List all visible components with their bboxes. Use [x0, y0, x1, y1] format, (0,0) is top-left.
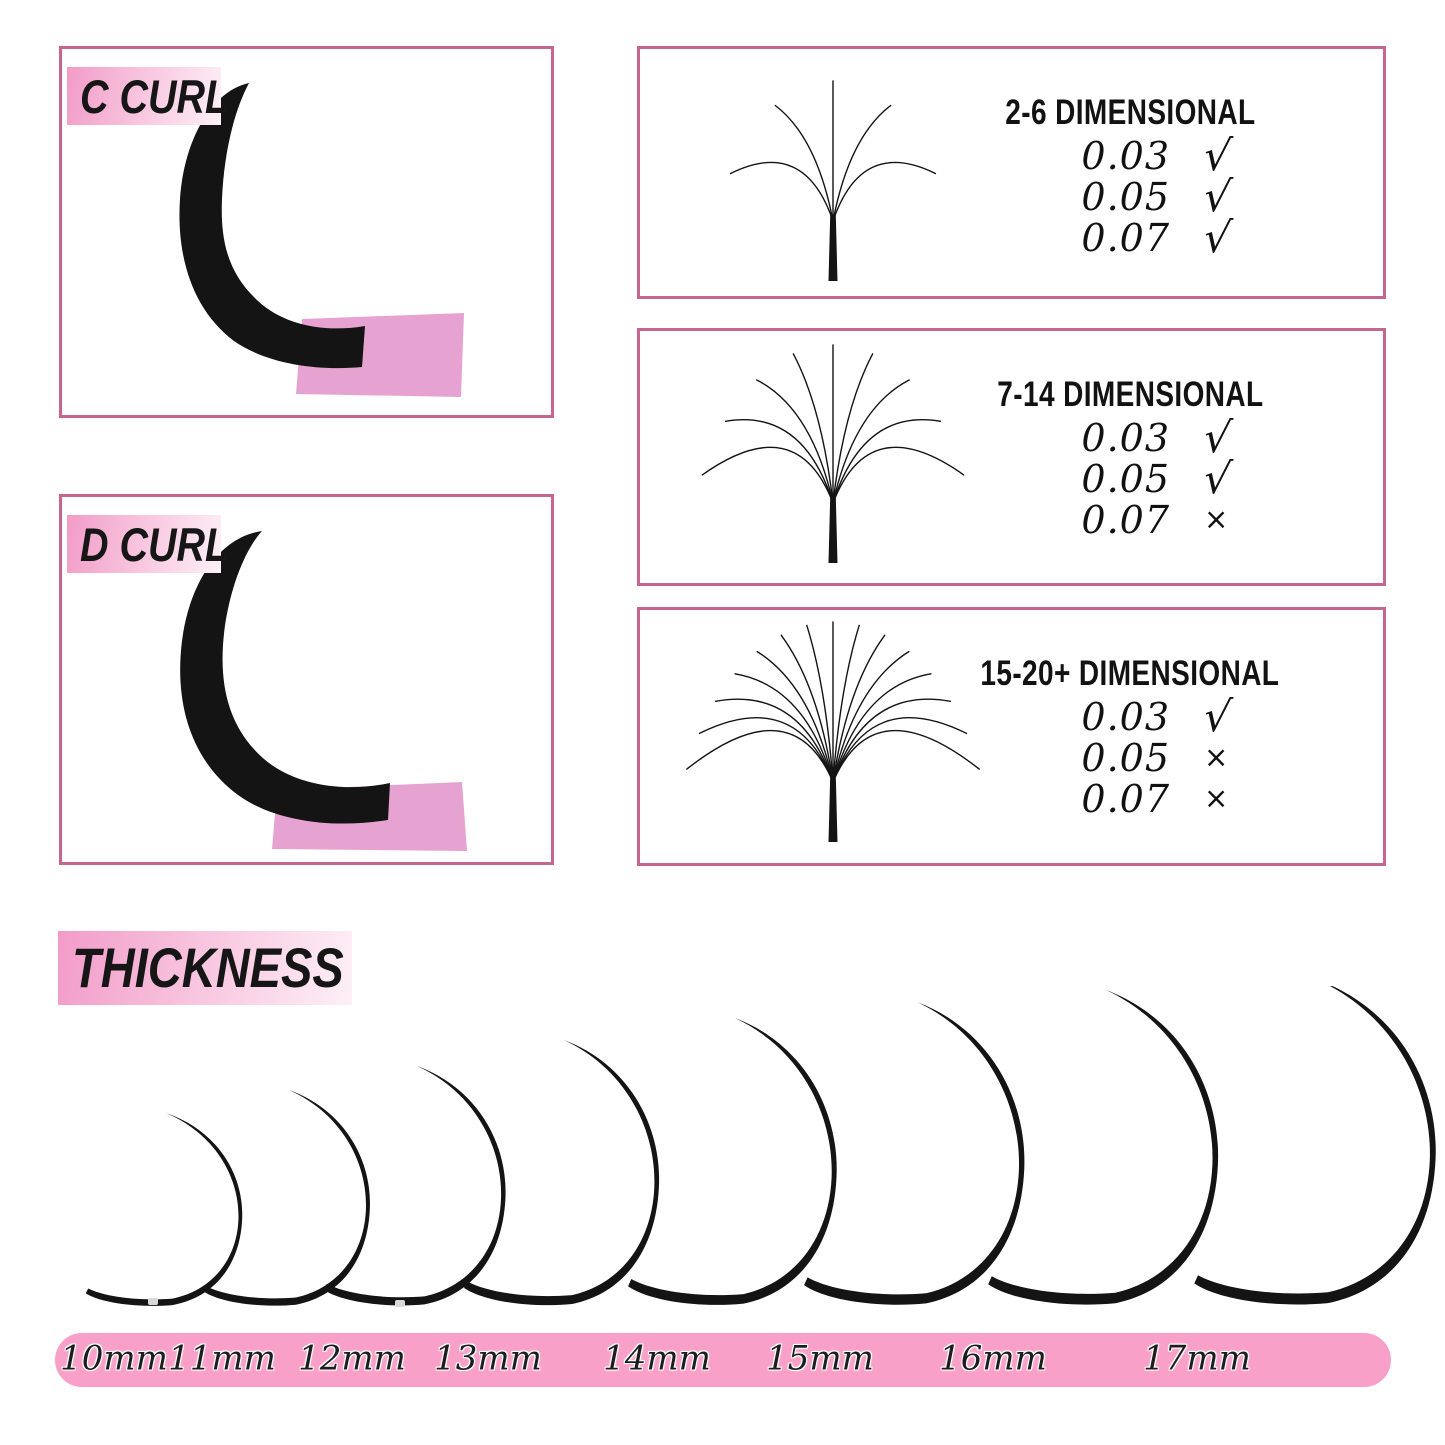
dimension-card-1: [637, 46, 1386, 299]
length-curve-17mm: [1194, 986, 1435, 1305]
d-curl-label-chip: [67, 515, 230, 573]
lash-fan-image: [658, 51, 1018, 295]
thickness-label: THICKNESS: [72, 936, 344, 999]
length-curve-14mm: [628, 1018, 837, 1305]
compatibility-row: [1048, 453, 1235, 503]
compatibility-row: [1048, 737, 1231, 778]
lash-fan-image: [658, 612, 1018, 856]
thickness-compatibility-list: [1048, 691, 1235, 821]
length-curve-13mm: [464, 1040, 659, 1305]
check-mark-icon: √: [1200, 171, 1235, 221]
thickness-value: 0.03: [1081, 415, 1170, 460]
size-label-14mm: 14mm: [603, 1338, 711, 1379]
c-curl-label-chip: [67, 67, 230, 125]
lash-fan-image: [658, 333, 1018, 577]
thickness-value: 0.03: [1081, 694, 1170, 739]
dimension-card-title: 15-20+ DIMENSIONAL: [980, 654, 1280, 693]
d-curl-label: D CURL: [80, 517, 230, 571]
thickness-compatibility-list: [1048, 412, 1235, 542]
cross-mark-icon: ×: [1204, 740, 1229, 774]
size-label-15mm: 15mm: [766, 1338, 874, 1379]
d-curl-lash-stroke: [180, 531, 390, 824]
thickness-value: 0.07: [1081, 776, 1170, 821]
size-label-10mm: 10mm: [60, 1338, 168, 1379]
size-label-17mm: 17mm: [1143, 1338, 1251, 1379]
length-curve-11mm: [204, 1090, 370, 1306]
dimension-card-title: 7-14 DIMENSIONAL: [996, 375, 1264, 414]
compatibility-row: [1048, 171, 1235, 221]
thickness-value: 0.05: [1081, 174, 1170, 219]
cross-mark-icon: ×: [1204, 781, 1229, 815]
compatibility-row: [1048, 130, 1235, 180]
check-mark-icon: √: [1200, 212, 1235, 262]
compatibility-row: [1048, 778, 1231, 819]
check-mark-icon: √: [1200, 691, 1235, 741]
length-curve-12mm: [324, 1066, 506, 1305]
thickness-value: 0.03: [1081, 133, 1170, 178]
size-label-13mm: 13mm: [434, 1338, 542, 1379]
dimension-card-2: [637, 328, 1386, 586]
d-curl-card: [59, 494, 554, 865]
c-curl-label: C CURL: [80, 69, 230, 123]
check-mark-icon: √: [1200, 453, 1235, 503]
compatibility-row: [1048, 412, 1235, 462]
dimension-card-title: 2-6 DIMENSIONAL: [1004, 93, 1256, 132]
size-label-12mm: 12mm: [298, 1338, 406, 1379]
thickness-value: 0.05: [1081, 735, 1170, 780]
length-curve-15mm: [804, 1002, 1024, 1305]
thickness-value: 0.05: [1081, 456, 1170, 501]
lash-length-curves-image: [55, 986, 1445, 1326]
length-bar: [55, 1333, 1391, 1387]
size-label-11mm: 11mm: [168, 1338, 276, 1379]
thickness-value: 0.07: [1081, 215, 1170, 260]
thickness-value: 0.07: [1081, 497, 1170, 542]
size-label-16mm: 16mm: [939, 1338, 1047, 1379]
check-mark-icon: √: [1200, 130, 1235, 180]
compatibility-row: [1048, 691, 1235, 741]
compatibility-row: [1048, 499, 1231, 540]
c-curl-card: [59, 46, 554, 418]
compatibility-row: [1048, 212, 1235, 262]
thickness-compatibility-list: [1048, 130, 1235, 262]
length-curve-10mm: [86, 1113, 242, 1306]
dimension-card-3: [637, 607, 1386, 866]
check-mark-icon: √: [1200, 412, 1235, 462]
cross-mark-icon: ×: [1204, 502, 1229, 536]
thickness-curves: [55, 986, 1445, 1326]
